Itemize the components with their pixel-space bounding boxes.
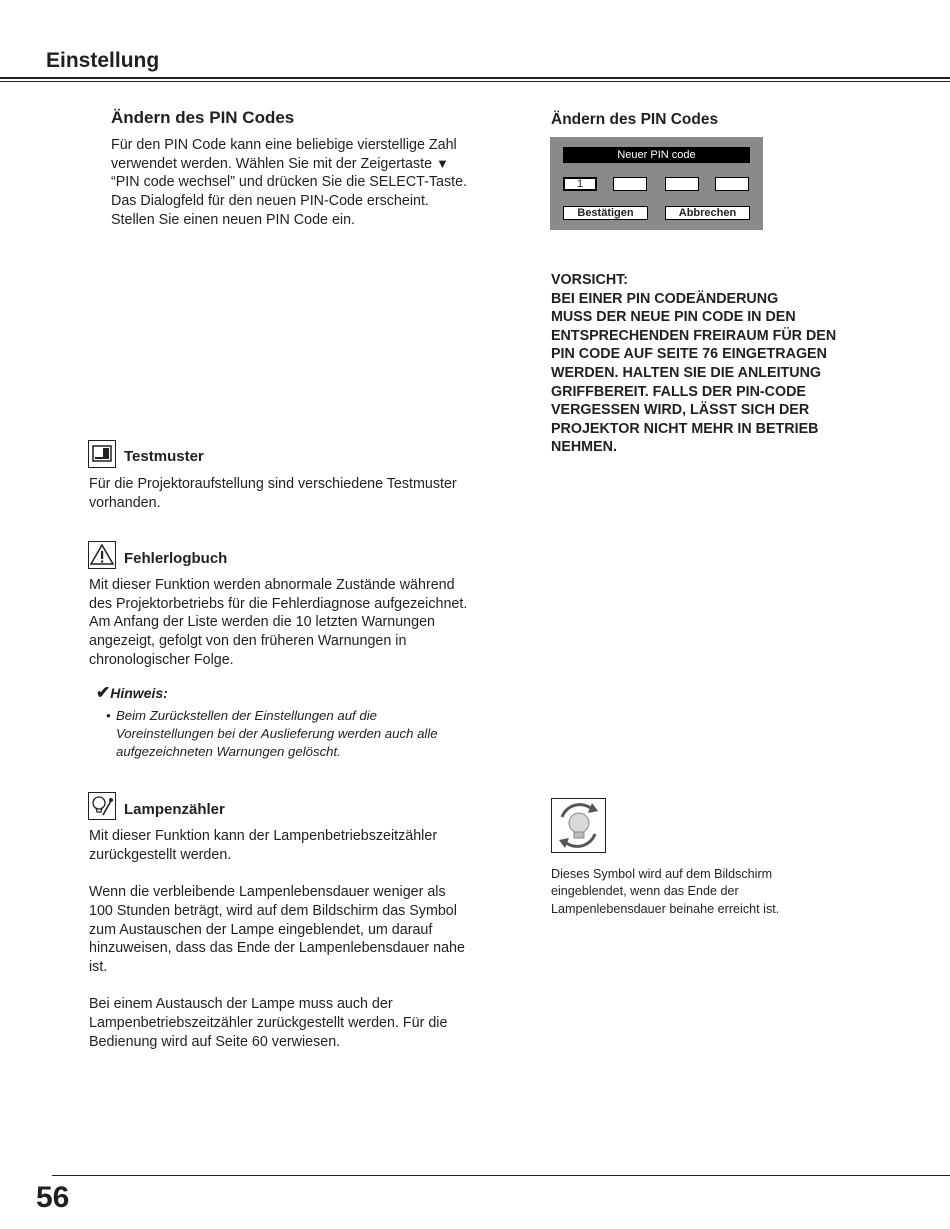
footer-rule xyxy=(52,1175,950,1176)
pin-digit-field[interactable] xyxy=(715,177,749,191)
text-line: ist. xyxy=(89,958,108,975)
caution-line: ENTSPRECHENDEN FREIRAUM FÜR DEN xyxy=(551,327,837,344)
pin-digit-field[interactable] xyxy=(665,177,699,191)
lamp-counter-icon xyxy=(88,792,116,820)
checkmark-icon: ✔ xyxy=(96,683,111,702)
text-line: Wenn die verbleibende Lampenlebensdauer weniger als xyxy=(89,884,446,901)
text-line: chronologischer Folge. xyxy=(89,651,234,668)
text-line: Mit dieser Funktion werden abnormale Zustände während xyxy=(89,577,455,593)
caution-line: GRIFFBEREIT. FALLS DER PIN-CODE xyxy=(551,383,806,400)
text-line: Bedienung wird auf Seite 60 verwiesen. xyxy=(89,1033,341,1050)
text-line: Stellen Sie einen neuen PIN Code ein. xyxy=(111,211,356,228)
text-line: hinzuweisen, dass das Ende der Lampenlebensdauer nahe xyxy=(89,940,465,957)
pin-section-text xyxy=(111,136,511,230)
testmuster-text xyxy=(89,475,509,512)
text-line: Bei einem Austausch der Lampe muss auch der xyxy=(89,996,393,1013)
text-line: vorhanden. xyxy=(89,494,161,511)
lampenzaehler-text xyxy=(89,827,519,1051)
caution-line: VORSICHT: xyxy=(551,272,629,288)
note-header xyxy=(96,683,168,703)
text-line: Beim Zurückstellen der Einstellungen auf die xyxy=(116,708,377,723)
pin-dialog-caption: Ändern des PIN Codes xyxy=(551,111,719,128)
bullet-icon: • xyxy=(106,708,111,723)
text-line: Dieses Symbol wird auf dem Bildschirm xyxy=(551,867,773,881)
text-line: eingeblendet, wenn das Ende der xyxy=(551,884,739,899)
caution-line: NEHMEN. xyxy=(551,439,617,456)
text-line: Für den PIN Code kann eine beliebige vierstellige Zahl xyxy=(111,137,457,153)
text-line: Voreinstellungen bei der Auslieferung werden auch alle xyxy=(116,725,438,741)
fehlerlogbuch-text xyxy=(89,576,519,670)
fehlerlogbuch-heading: Fehlerlogbuch xyxy=(124,550,228,567)
caution-text xyxy=(551,271,891,457)
confirm-button[interactable]: Bestätigen xyxy=(563,206,648,220)
page-title: Einstellung xyxy=(46,49,160,72)
cancel-button[interactable]: Abbrechen xyxy=(665,206,750,220)
lampenzaehler-heading: Lampenzähler xyxy=(124,801,225,818)
text-line: zurückgestellt werden. xyxy=(89,846,232,863)
text-line: Lampenlebensdauer beinahe erreicht ist. xyxy=(551,901,780,916)
pointer-down-icon: ▼ xyxy=(436,155,449,171)
pin-digit-field[interactable]: 1 xyxy=(563,177,597,191)
text-line: Für die Projektoraufstellung sind verschiedene Testmuster xyxy=(89,476,457,492)
text-line: Das Dialogfeld für den neuen PIN-Code erscheint. xyxy=(111,193,429,210)
caution-line: MUSS DER NEUE PIN CODE IN DEN xyxy=(551,309,796,326)
text-line: Am Anfang der Liste werden die 10 letzten Warnungen xyxy=(89,614,435,631)
caution-line: BEI EINER PIN CODEÄNDERUNG xyxy=(551,290,779,307)
text-line: Lampenbetriebszeitzähler zurückgestellt werden. Für die xyxy=(89,1015,448,1031)
test-pattern-icon xyxy=(88,440,116,468)
text-line: angezeigt, gefolgt von den früheren Warnungen in xyxy=(89,633,407,650)
page-number: 56 xyxy=(36,1181,70,1214)
lamp-replace-icon xyxy=(551,798,606,853)
pin-dialog-title: Neuer PIN code xyxy=(563,147,750,163)
text-line: “PIN code wechsel” und drücken Sie die SELECT-Taste. xyxy=(111,174,468,191)
text-line: 100 Stunden beträgt, wird auf dem Bildschirm das Symbol xyxy=(89,902,457,919)
pin-dialog xyxy=(550,137,763,230)
text-line: zum Austauschen der Lampe eingeblendet, um darauf xyxy=(89,921,433,938)
pin-digit-field[interactable] xyxy=(613,177,647,191)
header-rule xyxy=(0,77,950,79)
caution-line: VERGESSEN WIRD, LÄSST SICH DER xyxy=(551,402,810,419)
header-rule-thin xyxy=(0,81,950,82)
note-bullet-item xyxy=(106,707,506,760)
pin-section-heading: Ändern des PIN Codes xyxy=(111,108,295,127)
warning-icon xyxy=(88,541,116,569)
lamp-symbol-text xyxy=(551,866,851,918)
text-line: aufgezeichneten Warnungen gelöscht. xyxy=(116,743,341,759)
testmuster-heading: Testmuster xyxy=(124,448,204,465)
caution-line: PROJEKTOR NICHT MEHR IN BETRIEB xyxy=(551,420,819,437)
note-title: Hinweis: xyxy=(110,685,168,701)
caution-line: WERDEN. HALTEN SIE DIE ANLEITUNG xyxy=(551,364,822,381)
caution-line: PIN CODE AUF SEITE 76 EINGETRAGEN xyxy=(551,346,827,363)
text-line: Mit dieser Funktion kann der Lampenbetriebszeitzähler xyxy=(89,828,438,844)
text-line: des Projektorbetriebs für die Fehlerdiagnose aufgezeichnet. xyxy=(89,595,468,612)
note-body xyxy=(106,707,506,760)
text-line: verwendet werden. Wählen Sie mit der Zeigertaste ▼ xyxy=(111,155,449,172)
